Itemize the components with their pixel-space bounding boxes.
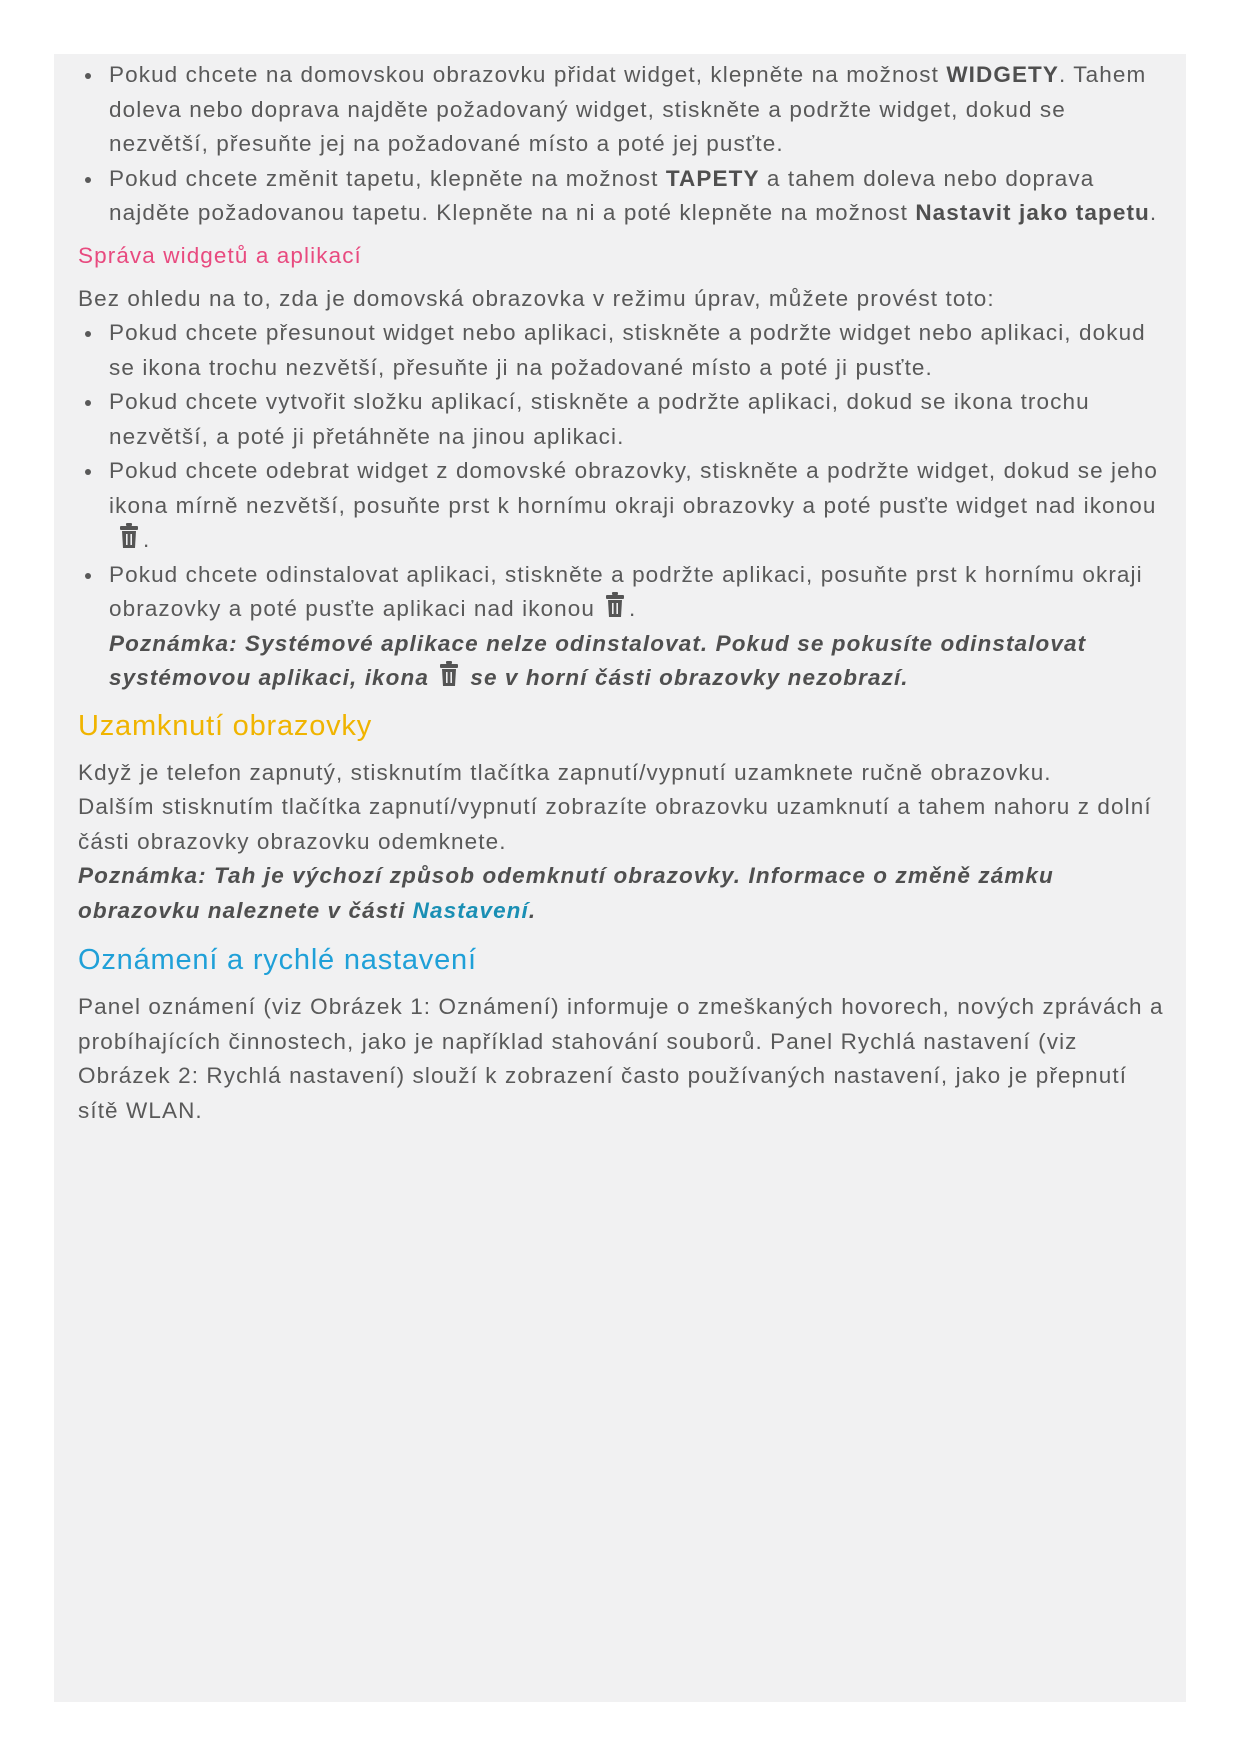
text: Pokud chcete změnit tapetu, klepněte na možnost <box>109 165 666 191</box>
text: a tahem doleva nebo doprava najděte požadovanou tapetu. Klepněte na ni a poté klepněte na možnost <box>109 165 1095 225</box>
bold-text: TAPETY <box>665 165 760 191</box>
list-item <box>78 162 1168 231</box>
note-text: Poznámka: Tah je výchozí způsob odemknutí obrazovky. Informace o změně zámku obrazovku naleznete v části <box>78 863 1054 923</box>
list-item <box>78 58 1168 162</box>
text: Pokud chcete odebrat widget z domovské obrazovky, stiskněte a podržte widget, dokud se jeho ikona mírně nezvětší, posuňte prst k hornímu okraji obrazovky a poté pusťte widget nad ikonou <box>109 458 1158 518</box>
note-text: se v horní části obrazovky nezobrazí. <box>470 665 909 690</box>
trash-icon <box>605 592 625 618</box>
note-paragraph <box>78 859 1168 928</box>
trash-icon <box>439 661 459 687</box>
bold-text: WIDGETY <box>946 62 1060 87</box>
text: Pokud chcete odinstalovat aplikaci, stiskněte a podržte aplikaci, posuňte prst k hornímu okraji obrazovky a poté pusťte aplikaci nad ikonou <box>109 561 1143 621</box>
text: . <box>629 596 637 621</box>
list-item: Pokud chcete přesunout widget nebo aplikaci, stiskněte a podržte widget nebo aplikaci, dokud se ikona trochu nezvětší, přesuňte ji na požadované místo a poté ji pusťte. <box>78 316 1168 385</box>
note-text: . <box>528 897 537 923</box>
heading-lock-screen: Uzamknutí obrazovky <box>78 709 373 742</box>
paragraph: Dalším stisknutím tlačítka zapnutí/vypnutí zobrazíte obrazovku uzamknutí a tahem nahoru z dolní části obrazovky obrazovku odemknete. <box>78 794 1152 854</box>
settings-link[interactable]: Nastavení <box>412 897 529 923</box>
paragraph: Když je telefon zapnutý, stisknutím tlačítka zapnutí/vypnutí uzamknete ručně obrazovku. <box>78 759 1052 785</box>
intro-paragraph: Bez ohledu na to, zda je domovská obrazovka v režimu úprav, můžete provést toto: <box>78 285 995 311</box>
text: Pokud chcete na domovskou obrazovku přidat widget, klepněte na možnost <box>109 62 947 87</box>
list-item <box>78 454 1168 558</box>
bold-text: Nastavit jako tapetu <box>915 200 1150 225</box>
paragraph: Panel oznámení (viz Obrázek 1: Oznámení) informuje o zmeškaných hovorech, nových zprávách a probíhajících činnostech, jako je například stahování souborů. Panel Rychlá nastavení (viz Obrázek 2: Rychlá nastavení) slouží k zobrazení často používaných nastavení, jako je přepnutí sítě WLAN. <box>78 994 1164 1123</box>
bullet-list-top <box>78 58 1168 231</box>
text: . <box>143 527 151 552</box>
note-text: Poznámka: Systémové aplikace nelze odinstalovat. Pokud se pokusíte odinstalovat systémovou aplikaci, ikona <box>109 630 1087 690</box>
document-content <box>78 58 1168 1128</box>
text: . Tahem doleva nebo doprava najděte požadovaný widget, stiskněte a podržte widget, dokud se nezvětší, přesuňte jej na požadované místo a poté jej pusťte. <box>109 62 1147 156</box>
list-item <box>78 558 1168 696</box>
subheading-widgets: Správa widgetů a aplikací <box>78 242 362 268</box>
text: . <box>1149 200 1158 225</box>
list-item: Pokud chcete vytvořit složku aplikací, stiskněte a podržte aplikaci, dokud se ikona trochu nezvětší, a poté ji přetáhněte na jinou aplikaci. <box>78 385 1168 454</box>
trash-icon <box>119 523 139 549</box>
heading-notifications: Oznámení a rychlé nastavení <box>78 944 477 976</box>
bullet-list-widgets <box>78 316 1168 696</box>
